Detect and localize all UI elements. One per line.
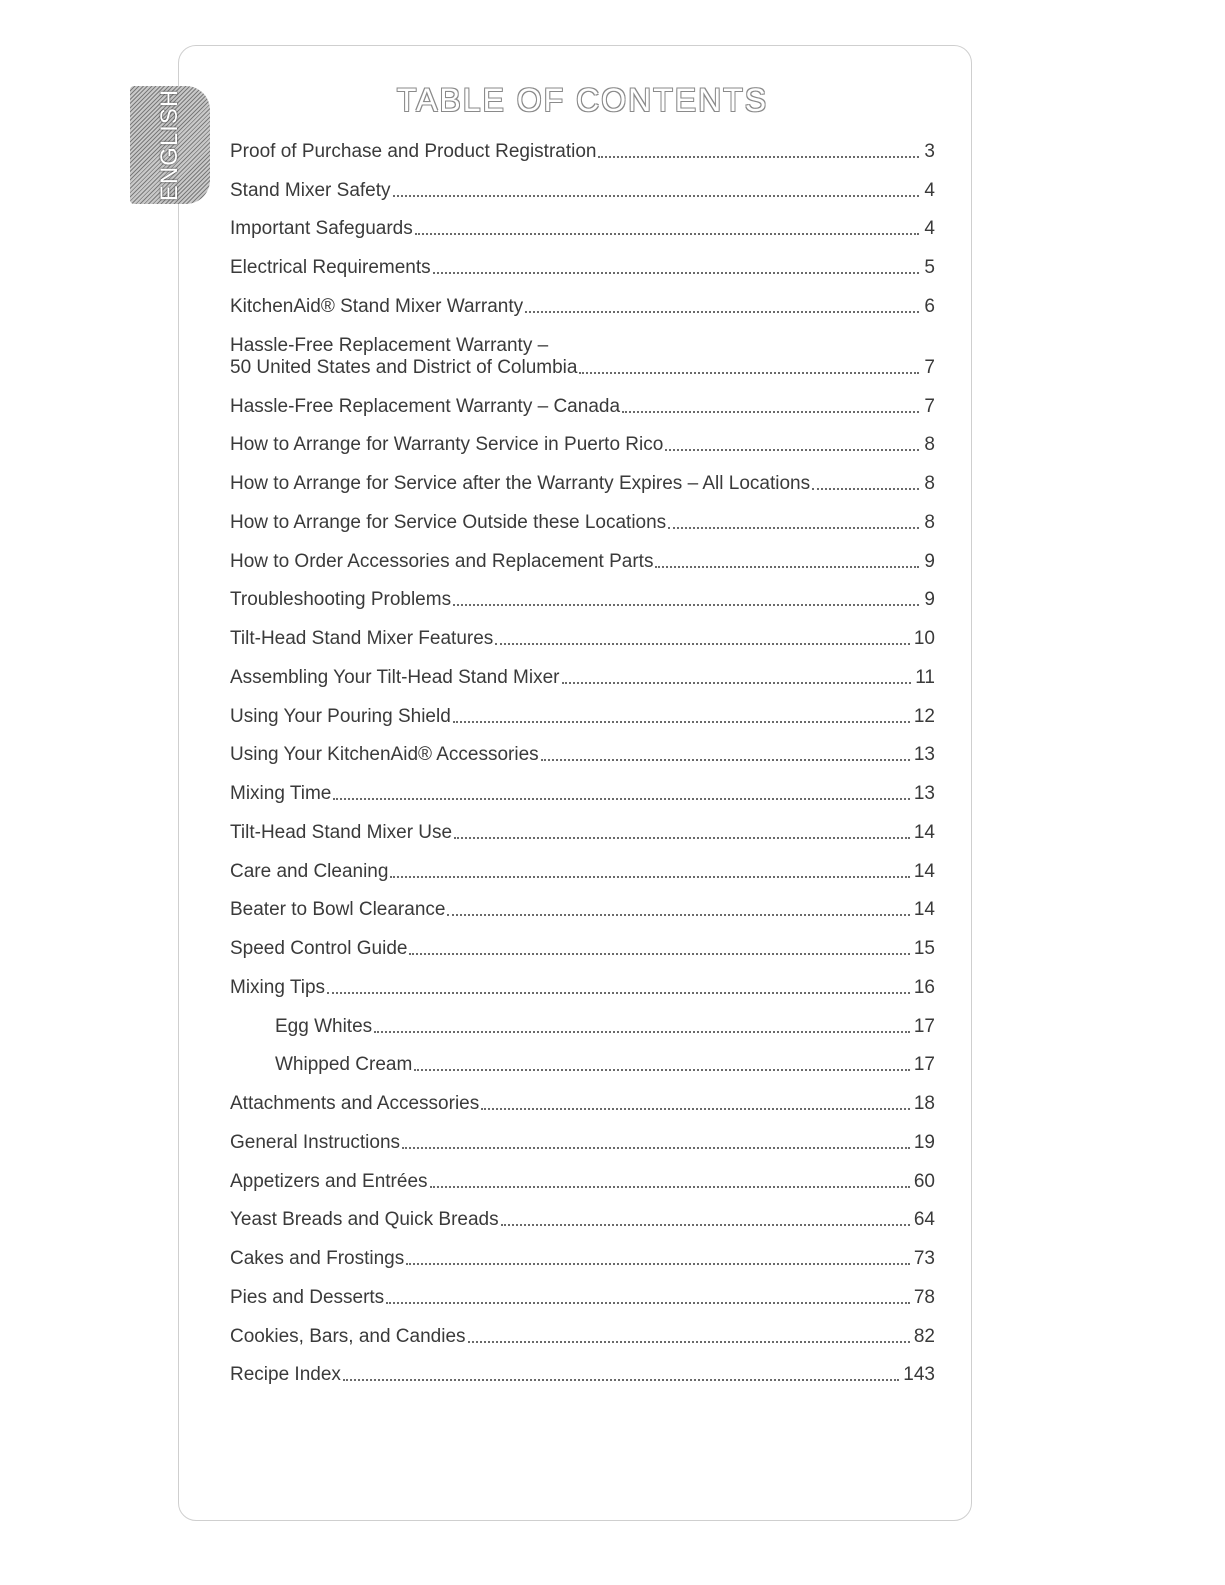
toc-entry[interactable] bbox=[230, 386, 935, 425]
toc-entry-title: Attachments and Accessories bbox=[230, 1093, 480, 1114]
toc-entry-title: Pies and Desserts bbox=[230, 1286, 385, 1308]
toc-entry-page: 12 bbox=[913, 705, 935, 727]
toc-entry-title: Appetizers and Entrées bbox=[230, 1170, 428, 1192]
toc-entry[interactable] bbox=[230, 1200, 935, 1239]
toc-entry-title: Speed Control Guide bbox=[230, 938, 408, 959]
toc-entry-page: 9 bbox=[924, 550, 935, 572]
toc-entry-title: Stand Mixer Safety bbox=[230, 179, 391, 201]
toc-entry-page: 73 bbox=[913, 1248, 935, 1269]
dot-leader bbox=[374, 1031, 910, 1033]
toc-entry-title: General Instructions bbox=[230, 1131, 401, 1153]
dot-leader bbox=[655, 566, 919, 568]
toc-entry[interactable] bbox=[230, 541, 935, 580]
toc-entry-title: Whipped Cream bbox=[275, 1054, 413, 1076]
dot-leader bbox=[433, 272, 919, 274]
dot-leader bbox=[333, 798, 910, 800]
toc-entry[interactable] bbox=[230, 967, 935, 1006]
dot-leader bbox=[481, 1108, 910, 1110]
toc-entry-title: Electrical Requirements bbox=[230, 257, 431, 278]
dot-leader bbox=[541, 759, 910, 761]
toc-subentry[interactable] bbox=[230, 1045, 935, 1084]
toc-entry-title: Mixing Time bbox=[230, 783, 332, 804]
dot-leader bbox=[414, 1069, 910, 1071]
dot-leader bbox=[415, 233, 919, 235]
toc-entry-page: 4 bbox=[924, 218, 935, 240]
toc-entry-title: Care and Cleaning bbox=[230, 860, 389, 882]
toc-entry-title: Yeast Breads and Quick Breads bbox=[230, 1209, 499, 1231]
dot-leader bbox=[579, 372, 919, 374]
toc-entry-page: 143 bbox=[903, 1364, 935, 1386]
toc-entry-page: 6 bbox=[924, 295, 935, 317]
toc-entry-page: 19 bbox=[913, 1131, 935, 1153]
toc-entry[interactable] bbox=[230, 1122, 935, 1161]
toc-entry[interactable] bbox=[230, 247, 935, 286]
dot-leader bbox=[393, 195, 919, 197]
dot-leader bbox=[453, 721, 910, 723]
toc-entry[interactable] bbox=[230, 812, 935, 851]
dot-leader bbox=[622, 411, 919, 413]
toc-entry-title: Hassle-Free Replacement Warranty – Canada bbox=[230, 395, 621, 417]
dot-leader bbox=[386, 1302, 910, 1304]
toc-entry-page: 15 bbox=[913, 938, 935, 959]
toc-entry[interactable] bbox=[230, 1355, 935, 1394]
toc-entry[interactable] bbox=[230, 696, 935, 735]
toc-entry-title: Important Safeguards bbox=[230, 218, 413, 240]
toc-entry[interactable] bbox=[230, 657, 935, 696]
toc-subentry[interactable] bbox=[230, 1006, 935, 1045]
toc-entry-title: Tilt-Head Stand Mixer Features bbox=[230, 628, 494, 649]
dot-leader bbox=[812, 488, 919, 490]
toc-entry-page: 78 bbox=[913, 1286, 935, 1308]
toc-entry[interactable] bbox=[230, 890, 935, 929]
toc-entry-page: 8 bbox=[924, 434, 935, 456]
toc-entry-title: Cakes and Frostings bbox=[230, 1248, 405, 1269]
toc-entry[interactable] bbox=[230, 170, 935, 209]
toc-entry-page: 60 bbox=[913, 1170, 935, 1192]
toc-entry[interactable] bbox=[230, 463, 935, 502]
toc-entry-title: Mixing Tips bbox=[230, 976, 326, 998]
toc-entry-title: KitchenAid® Stand Mixer Warranty bbox=[230, 295, 524, 317]
toc-entry[interactable] bbox=[230, 1277, 935, 1316]
toc-entry[interactable] bbox=[230, 325, 935, 386]
toc-entry-title: Egg Whites bbox=[275, 1015, 373, 1037]
dot-leader bbox=[390, 876, 909, 878]
toc-entry-title: Troubleshooting Problems bbox=[230, 589, 452, 611]
dot-leader bbox=[501, 1224, 910, 1226]
toc-entry[interactable] bbox=[230, 928, 935, 967]
toc-entry-page: 17 bbox=[913, 1015, 935, 1037]
toc-entry-title: Proof of Purchase and Product Registration bbox=[230, 140, 597, 162]
dot-leader bbox=[562, 682, 912, 684]
dot-leader bbox=[406, 1263, 910, 1265]
dot-leader bbox=[525, 311, 919, 313]
toc-list bbox=[230, 131, 935, 1393]
toc-entry-page: 14 bbox=[913, 860, 935, 882]
toc-entry-page: 9 bbox=[924, 589, 935, 611]
toc-entry[interactable] bbox=[230, 618, 935, 657]
toc-entry-page: 18 bbox=[913, 1093, 935, 1114]
toc-entry[interactable] bbox=[230, 286, 935, 325]
toc-entry-page: 8 bbox=[924, 473, 935, 494]
toc-entry-page: 16 bbox=[913, 976, 935, 998]
toc-entry-page: 13 bbox=[913, 783, 935, 804]
dot-leader bbox=[343, 1379, 899, 1381]
toc-entry-page: 7 bbox=[924, 356, 935, 378]
toc-entry[interactable] bbox=[230, 1083, 935, 1122]
toc-entry-title: Hassle-Free Replacement Warranty – 50 United States and District of Columbia bbox=[230, 334, 578, 378]
dot-leader bbox=[453, 604, 919, 606]
toc-entry[interactable] bbox=[230, 735, 935, 774]
toc-entry-title: Cookies, Bars, and Candies bbox=[230, 1325, 466, 1347]
toc-entry-title: Tilt-Head Stand Mixer Use bbox=[230, 821, 453, 843]
toc-entry-page: 64 bbox=[913, 1209, 935, 1231]
dot-leader bbox=[409, 953, 909, 955]
dot-leader bbox=[402, 1147, 910, 1149]
toc-entry[interactable] bbox=[230, 425, 935, 464]
dot-leader bbox=[495, 643, 910, 645]
toc-entry[interactable] bbox=[230, 1316, 935, 1355]
toc-entry-page: 7 bbox=[924, 395, 935, 417]
toc-entry-page: 14 bbox=[913, 821, 935, 843]
toc-entry-page: 8 bbox=[924, 511, 935, 533]
page-title: TABLE OF CONTENTS bbox=[396, 82, 769, 118]
toc-entry-page: 11 bbox=[915, 666, 935, 688]
toc-entry-page: 4 bbox=[924, 179, 935, 201]
toc-entry[interactable] bbox=[230, 131, 935, 170]
dot-leader bbox=[668, 527, 919, 529]
toc-entry-title: How to Arrange for Warranty Service in Puerto Rico bbox=[230, 434, 664, 456]
toc-entry-title: Using Your KitchenAid® Accessories bbox=[230, 744, 539, 766]
dot-leader bbox=[665, 449, 919, 451]
dot-leader bbox=[468, 1341, 910, 1343]
toc-entry-title: How to Order Accessories and Replacement Parts bbox=[230, 550, 654, 572]
dot-leader bbox=[598, 156, 919, 158]
toc-entry[interactable] bbox=[230, 1238, 935, 1277]
dot-leader bbox=[447, 914, 909, 916]
toc-entry-title: Using Your Pouring Shield bbox=[230, 705, 451, 727]
toc-entry-page: 13 bbox=[913, 744, 935, 766]
toc-entry-page: 14 bbox=[913, 899, 935, 921]
toc-entry[interactable] bbox=[230, 851, 935, 890]
toc-entry-title: Recipe Index bbox=[230, 1364, 341, 1386]
dot-leader bbox=[454, 837, 910, 839]
dot-leader bbox=[430, 1186, 910, 1188]
toc-entry-page: 17 bbox=[913, 1054, 935, 1076]
toc-entry[interactable] bbox=[230, 502, 935, 541]
toc-entry[interactable] bbox=[230, 209, 935, 248]
dot-leader bbox=[327, 992, 910, 994]
language-tab-label: ENGLISH bbox=[156, 88, 183, 202]
toc-entry-title: Assembling Your Tilt-Head Stand Mixer bbox=[230, 666, 560, 688]
toc-entry[interactable] bbox=[230, 773, 935, 812]
language-tab bbox=[130, 86, 210, 204]
toc-entry[interactable] bbox=[230, 1161, 935, 1200]
toc-entry-page: 3 bbox=[924, 140, 935, 162]
toc-entry[interactable] bbox=[230, 580, 935, 619]
toc-entry-title: How to Arrange for Service Outside these Locations bbox=[230, 511, 667, 533]
toc-entry-page: 10 bbox=[913, 628, 935, 649]
toc-entry-title: Beater to Bowl Clearance bbox=[230, 899, 446, 921]
toc-entry-title: How to Arrange for Service after the Warranty Expires – All Locations bbox=[230, 473, 811, 494]
toc-entry-page: 82 bbox=[913, 1325, 935, 1347]
toc-entry-page: 5 bbox=[924, 257, 935, 278]
